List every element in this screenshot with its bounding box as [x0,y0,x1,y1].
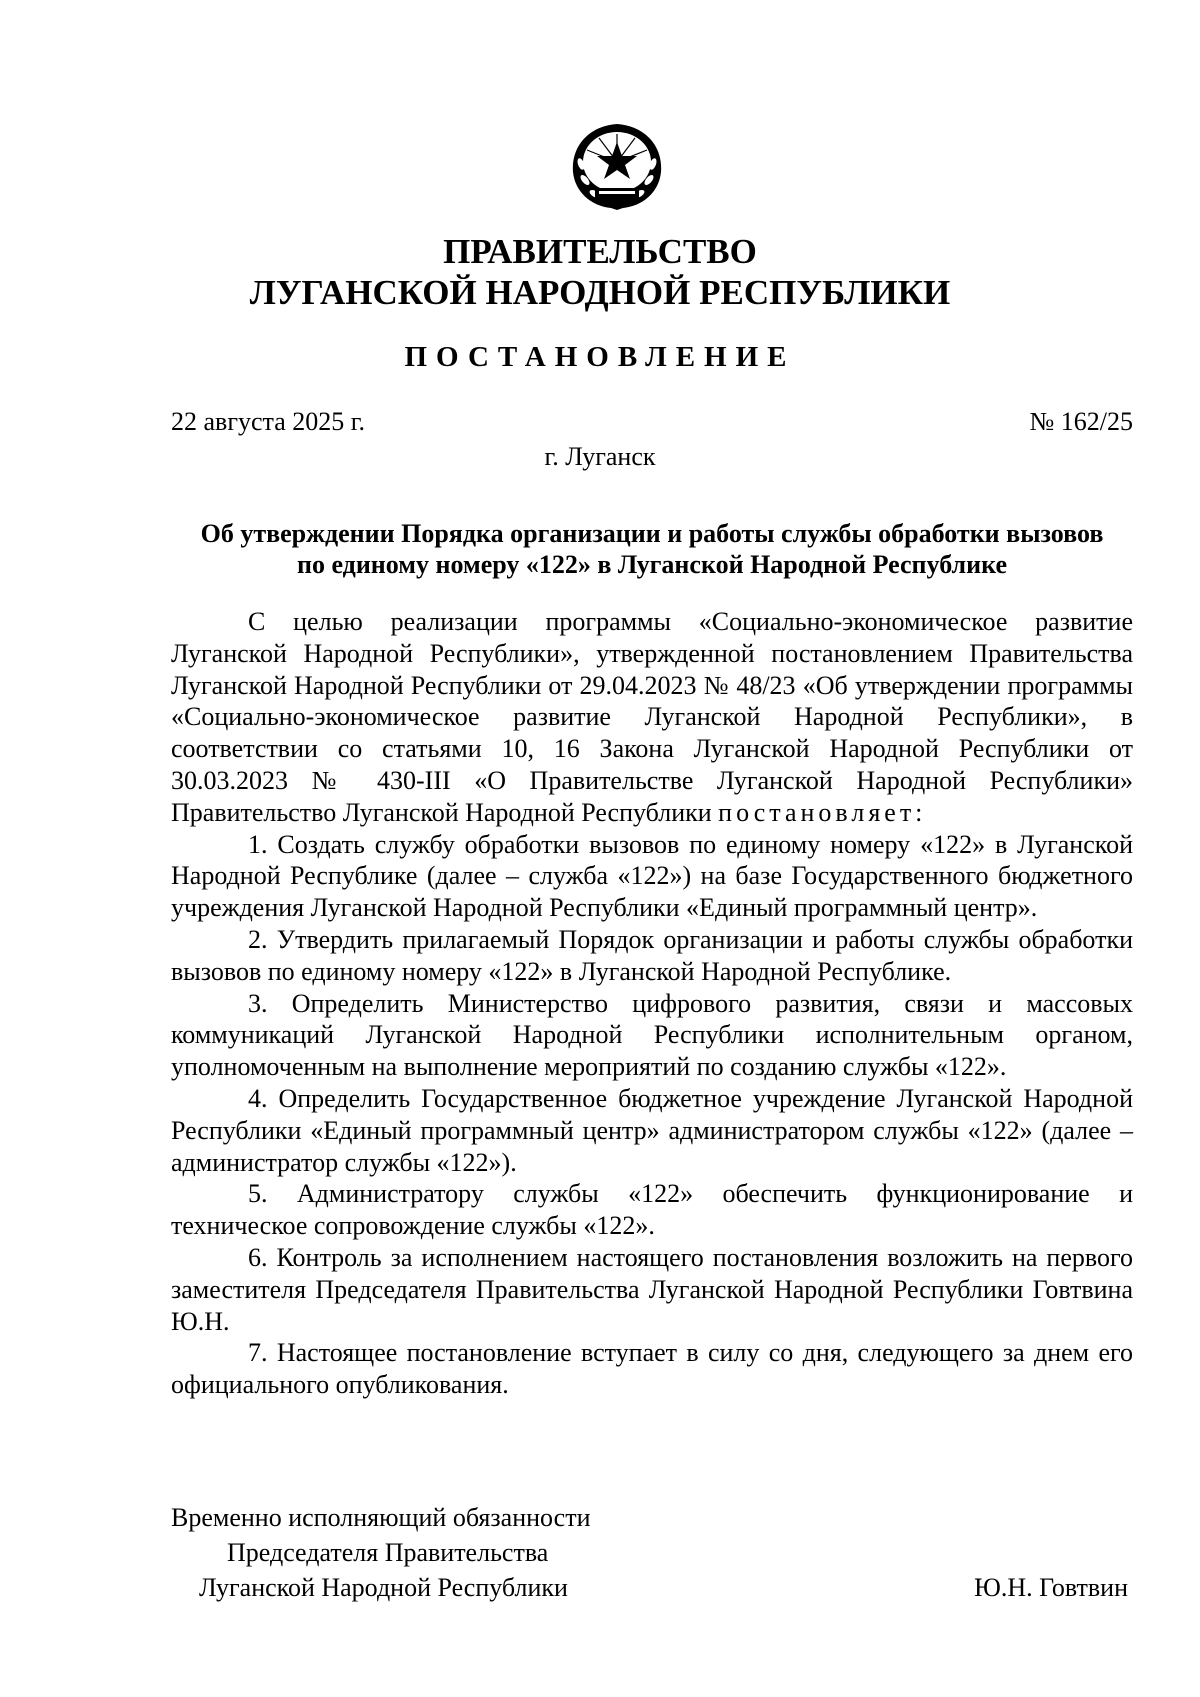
subject-line-2: по единому номеру «122» в Луганской Народной Республике [297,550,1007,579]
list-item: 6. Контроль за исполнением настоящего постановления возложить на первого заместителя Председателя Правительства Луганской Народной Республики Говтвина Ю.Н. [171,1242,1133,1336]
signer-title-line-3: Луганской Народной Республики [199,1573,568,1602]
document-body [171,606,1133,1401]
document-date: 22 августа 2025 г. [171,407,365,436]
document-subject [171,518,1133,580]
lnr-coat-of-arms-icon [565,118,669,212]
signer-title [171,1500,591,1605]
document-number: № 162/25 [1029,407,1133,436]
subject-line-1: Об утверждении Порядка организации и работы службы обработки вызовов [200,519,1104,548]
government-name-line-1: ПРАВИТЕЛЬСТВО [443,232,757,271]
document-city: г. Луганск [544,442,656,471]
list-item: 2. Утвердить прилагаемый Порядок организации и работы службы обработки вызовов по единому номеру «122» в Луганской Народной Республике. [171,924,1133,986]
list-item: 5. Администратору службы «122» обеспечить функционирование и техническое сопровождение службы «122». [171,1179,1133,1241]
signer-title-line-1: Временно исполняющий обязанности [171,1503,591,1532]
decrees-word: постановляет: [718,797,927,827]
list-item: 1. Создать службу обработки вызовов по единому номеру «122» в Луганской Народной Республике (далее – служба «122») на базе Государственного бюджетного учреждения Луганской Народной Республики «Единый программный центр». [171,829,1133,923]
list-item: 7. Настоящее постановление вступает в силу со дня, следующего за днем его официального опубликования. [171,1338,1133,1400]
list-item: 3. Определить Министерство цифрового развития, связи и массовых коммуникаций Луганской Народной Республики исполнительным органом, уполномоченным на выполнение мероприятий по созданию службы «122». [171,988,1133,1082]
signer-name: Ю.Н. Говтвин [974,1573,1128,1602]
preamble-text: С целью реализации программы «Социально-экономическое развитие Луганской Народной Республики», утвержденной постановлением Правительства Луганской Народной Республики от 29.04.2023 № 48/23 «Об утверждении программы «Социально-экономическое развитие Луганской Народной Республики», в соответствии со статьями 10, 16 Закона Луганской Народной Республики от 30.03.2023 № 430-III «О Правительстве Луганской Народной Республики» Правительство Луганской Народной Республики [171,607,1133,827]
document-type: ПОСТАНОВЛЕНИЕ [404,341,796,373]
list-item: 4. Определить Государственное бюджетное учреждение Луганской Народной Республики «Единый программный центр» администратором службы «122» (далее – администратор службы «122»). [171,1083,1133,1177]
government-name-line-2: ЛУГАНСКОЙ НАРОДНОЙ РЕСПУБЛИКИ [249,273,951,312]
signer-title-line-2: Председателя Правительства [227,1538,549,1567]
preamble-paragraph [171,606,1133,829]
